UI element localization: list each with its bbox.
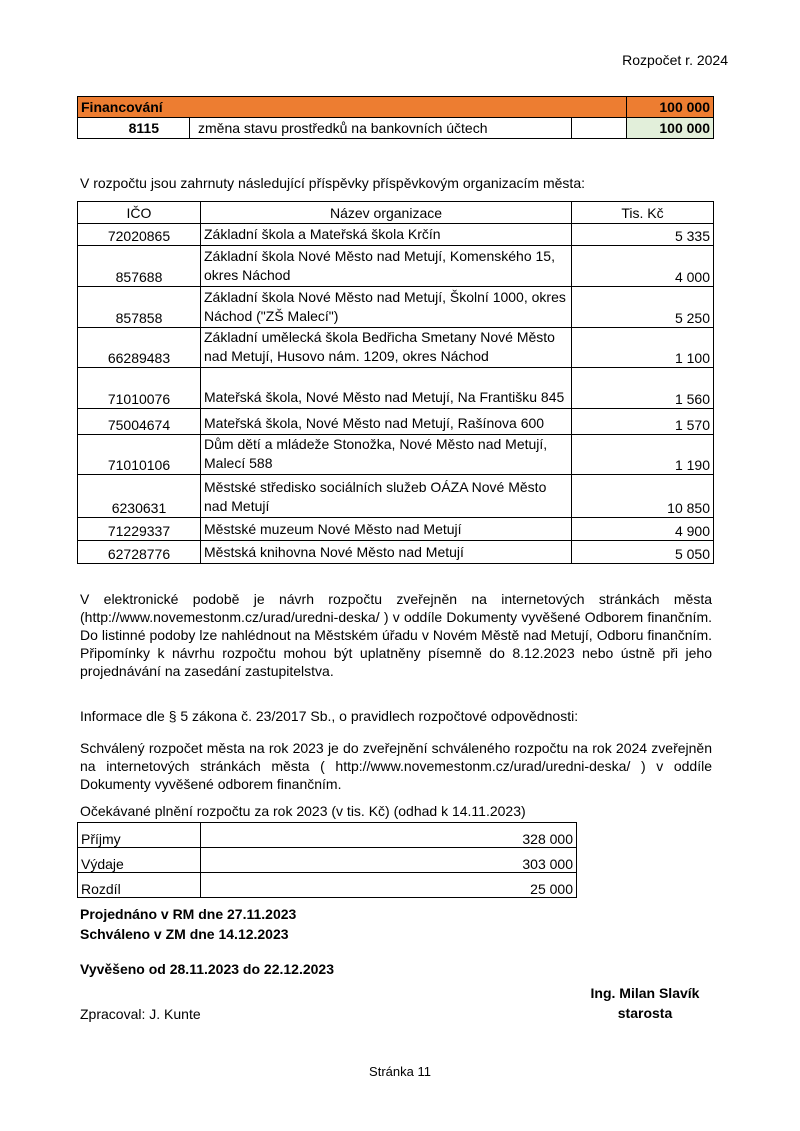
table-row [78,435,714,475]
financing-description: změna stavu prostředků na bankovních účtech [190,118,572,139]
signature-role: starosta [617,1005,673,1021]
table-row [78,541,714,564]
org-ico: 857858 [78,287,201,328]
org-name: Základní škola Nové Město nad Metují, Školní 1000, okres Náchod ("ZŠ Malecí") [201,287,572,328]
col-header-amount: Tis. Kč [572,202,714,224]
org-ico: 71229337 [78,518,201,541]
org-name: Základní škola a Mateřská škola Krčín [201,224,572,246]
org-amount: 1 570 [572,409,714,435]
table-row [78,873,577,898]
signature-name: Ing. Milan Slavík [590,985,700,1001]
org-amount: 5 050 [572,541,714,564]
org-name: Dům dětí a mládeže Stonožka, Nové Město nad Metují, Malecí 588 [201,435,572,475]
financing-row [78,118,714,139]
org-amount: 5 335 [572,224,714,246]
info-law: Informace dle § 5 zákona č. 23/2017 Sb., o pravidlech rozpočtové odpovědnosti: [80,708,579,724]
paragraph-electronic: V elektronické podobě je návrh rozpočtu zveřejněn na internetových stránkách města (http://www.novemestonm.cz/urad/uredni-deska/ ) v oddíle Dokumenty vyvěšené Odborem finančním. Do listinné podoby lze nahlédnout na Městském úřadu v Novém Městě nad Metují, Odboru finančním. Připomínky k návrhu rozpočtu mohou být uplatněny písemně do 8.12.2023 nebo ústně při jeho projednávání na zasedání zastupitelstva. [80,591,712,679]
budget-value: 303 000 [201,848,577,873]
approved-line: Schváleno v ZM dne 14.12.2023 [80,926,289,942]
col-header-ico: IČO [78,202,201,224]
budget-label: Výdaje [78,848,201,873]
table-row [78,475,714,518]
org-name: Základní škola Nové Město nad Metují, Komenského 15, okres Náchod [201,246,572,287]
table-row [78,368,714,409]
budget-caption: Očekávané plnění rozpočtu za rok 2023 (v tis. Kč) (odhad k 14.11.2023) [80,803,526,819]
org-ico: 71010076 [78,368,201,409]
org-amount: 4 000 [572,246,714,287]
discussed-line: Projednáno v RM dne 27.11.2023 [80,906,297,922]
org-name: Městská knihovna Nové Město nad Metují [201,541,572,564]
table-row [78,518,714,541]
org-name: Mateřská škola, Nové Město nad Metují, Rašínova 600 [201,409,572,435]
org-ico: 857688 [78,246,201,287]
table-row [78,287,714,328]
org-name: Městské středisko sociálních služeb OÁZA Nové Město nad Metují [201,475,572,518]
financing-total: 100 000 [627,97,714,118]
page-number: Stránka 11 [369,1064,431,1079]
table-row [78,246,714,287]
table-row [78,848,577,873]
org-amount: 4 900 [572,518,714,541]
table-row [78,409,714,435]
organizations-table [77,201,714,564]
table-row [78,328,714,368]
budget-label: Rozdíl [78,873,201,898]
financing-table [77,96,714,139]
budget-table [77,822,577,898]
org-name: Mateřská škola, Nové Město nad Metují, Na Františku 845 [201,368,572,409]
financing-empty-cell [572,118,627,139]
header-title: Rozpočet r. 2024 [622,52,728,68]
org-ico: 66289483 [78,328,201,368]
financing-amount: 100 000 [627,118,714,139]
org-ico: 71010106 [78,435,201,475]
org-amount: 1 100 [572,328,714,368]
org-ico: 72020865 [78,224,201,246]
org-amount: 5 250 [572,287,714,328]
org-ico: 75004674 [78,409,201,435]
financing-code: 8115 [78,118,190,139]
org-amount: 1 190 [572,435,714,475]
table-row [78,823,577,848]
organizations-header-row [78,202,714,224]
org-name: Městské muzeum Nové Město nad Metují [201,518,572,541]
contributions-intro: V rozpočtu jsou zahrnuty následující příspěvky příspěvkovým organizacím města: [80,175,585,191]
prepared-by: Zpracoval: J. Kunte [80,1006,201,1022]
budget-label: Příjmy [78,823,201,848]
org-ico: 6230631 [78,475,201,518]
financing-header-row [78,97,714,118]
budget-value: 25 000 [201,873,577,898]
budget-value: 328 000 [201,823,577,848]
posted-line: Vyvěšeno od 28.11.2023 do 22.12.2023 [80,961,334,977]
col-header-name: Název organizace [201,202,572,224]
table-row [78,224,714,246]
org-amount: 10 850 [572,475,714,518]
paragraph-approved: Schválený rozpočet města na rok 2023 je do zveřejnění schváleného rozpočtu na rok 2024 zveřejněn na internetových stránkách města ( http://www.novemestonm.cz/urad/uredni-deska/ ) v oddíle Dokumenty vyvěšené odborem finančním. [80,740,712,792]
org-ico: 62728776 [78,541,201,564]
financing-label: Financování [78,97,627,118]
org-name: Základní umělecká škola Bedřicha Smetany Nové Město nad Metují, Husovo nám. 1209, okres Náchod [201,328,572,368]
org-amount: 1 560 [572,368,714,409]
